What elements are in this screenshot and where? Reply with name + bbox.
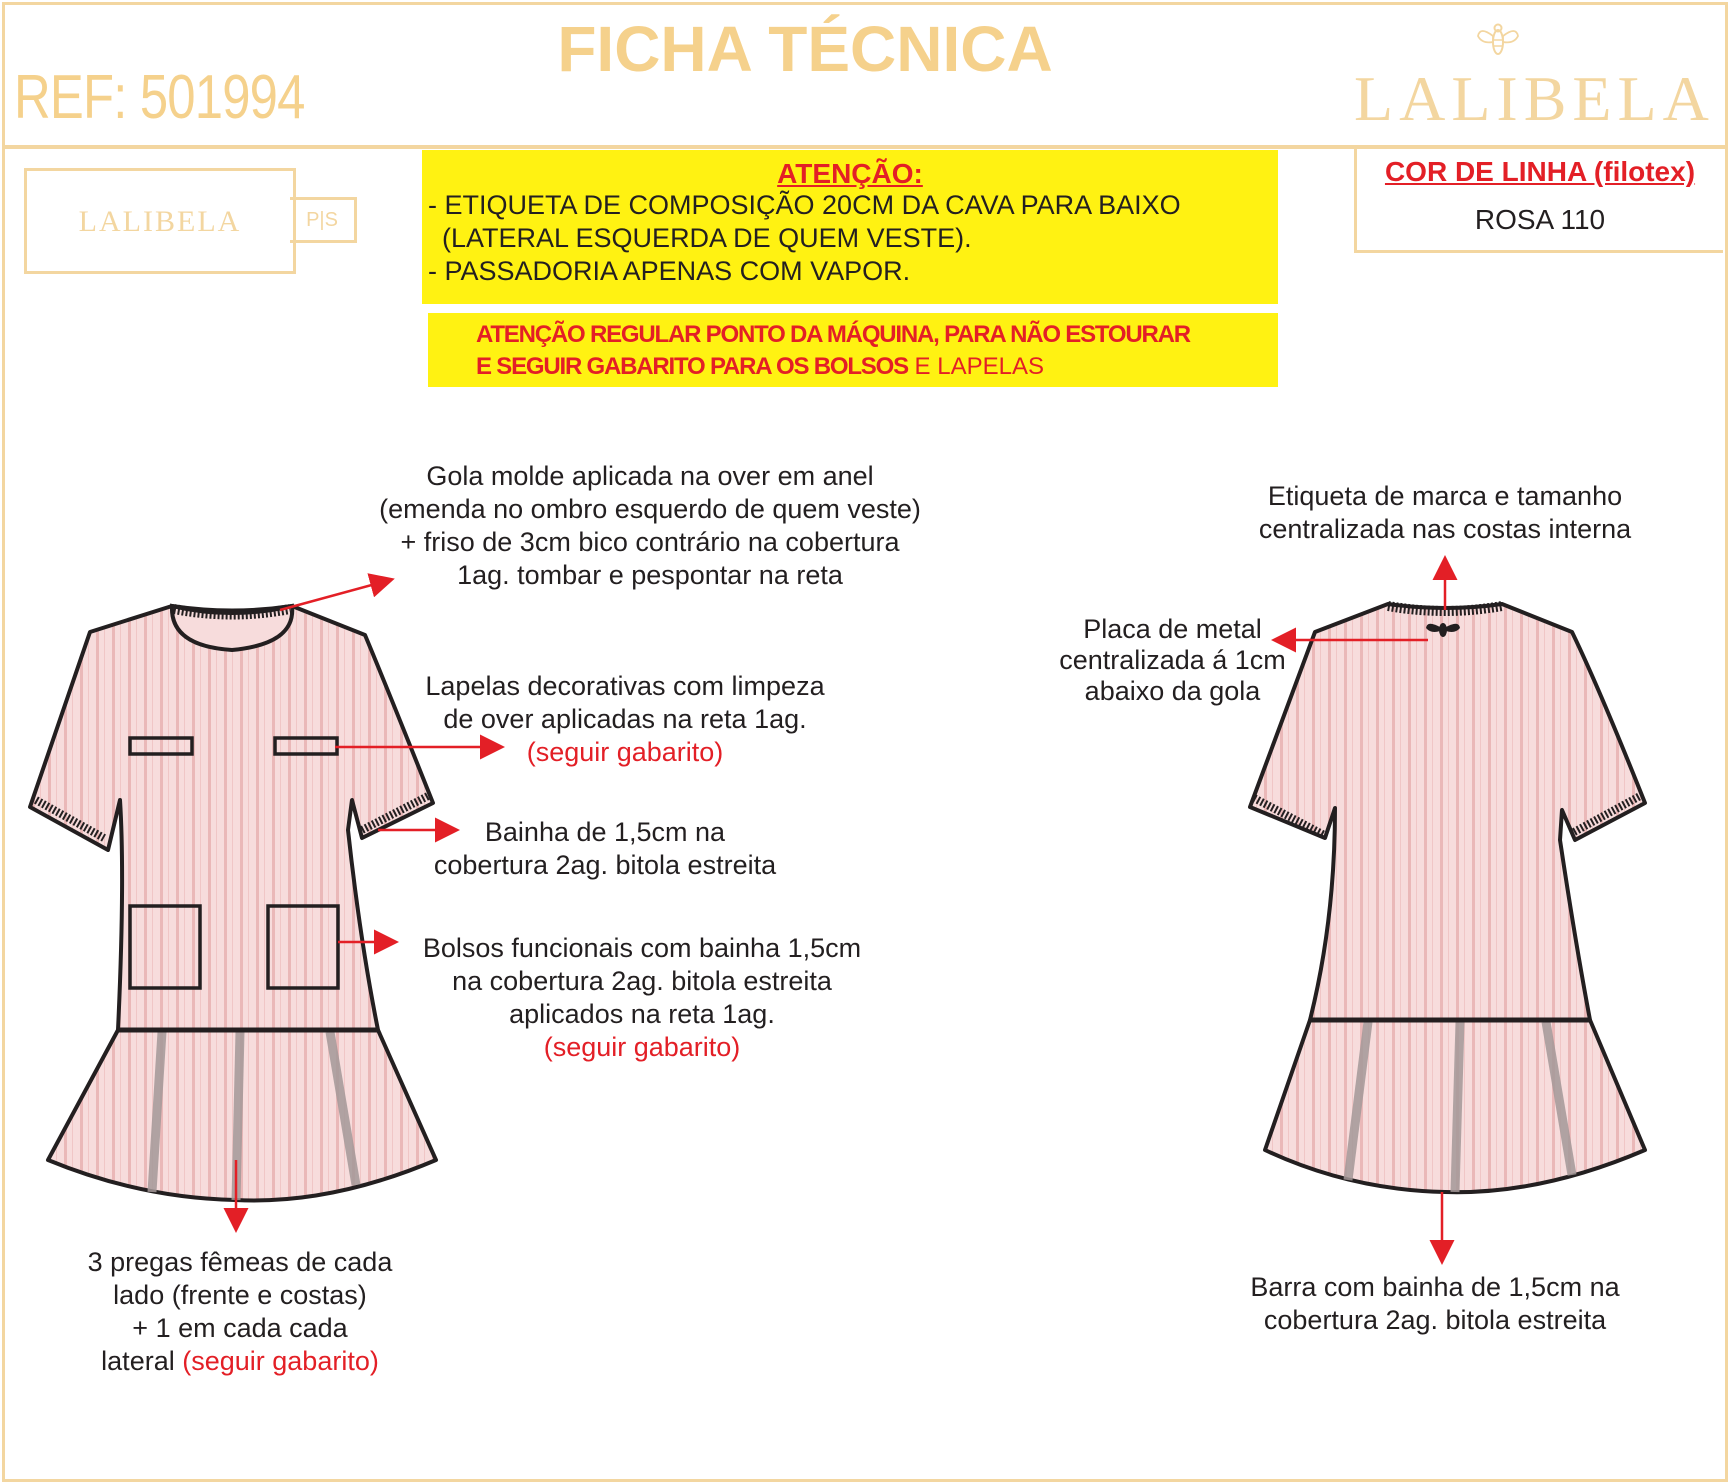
note-red-text: (seguir gabarito) [526, 737, 724, 767]
front-garment [30, 606, 436, 1201]
note-line: Placa de metal [1083, 614, 1262, 644]
note-hem-back [1210, 1271, 1660, 1337]
back-pleat-line [1455, 1022, 1460, 1192]
label-brand-text: LALIBELA [78, 205, 242, 238]
attention-line: - ETIQUETA DE COMPOSIÇÃO 20CM DA CAVA PARA BAIXO [428, 190, 1181, 220]
note-pockets [392, 932, 892, 1064]
attention-line: - PASSADORIA APENAS COM VAPOR. [428, 256, 911, 286]
note-line: de over aplicadas na reta 1ag. [443, 704, 807, 734]
attention-title: ATENÇÃO: [777, 158, 923, 189]
note-line: centralizada á 1cm [1059, 645, 1286, 675]
front-bodice [30, 606, 433, 1030]
note-line [60, 1345, 420, 1378]
note-text: lateral [101, 1346, 175, 1376]
machine-warning-line: ATENÇÃO REGULAR PONTO DA MÁQUINA, PARA NÃO ESTOURAR [476, 321, 1190, 348]
note-line: Bainha de 1,5cm na [484, 817, 726, 847]
page-title: FICHA TÉCNICA [557, 13, 1053, 85]
note-line: Bolsos funcionais com bainha 1,5cm [422, 933, 862, 963]
note-pleats [60, 1246, 420, 1378]
note-line: (emenda no ombro esquerdo de quem veste) [379, 494, 921, 524]
note-line: 3 pregas fêmeas de cada [87, 1247, 393, 1277]
note-line: aplicados na reta 1ag. [509, 999, 775, 1029]
note-line: lado (frente e costas) [113, 1280, 367, 1310]
thread-color-value: ROSA 110 [1474, 204, 1606, 235]
note-line: + friso de 3cm bico contrário na cobertura [400, 527, 900, 557]
note-line: Lapelas decorativas com limpeza [425, 671, 825, 701]
thread-color-title: COR DE LINHA (filotex) [1384, 156, 1696, 187]
machine-warning-extra: E LAPELAS [907, 353, 1044, 380]
note-line: 1ag. tombar e pespontar na reta [457, 560, 843, 590]
brand-logo: LALIBELA [1354, 63, 1715, 134]
attention-line: (LATERAL ESQUERDA DE QUEM VESTE). [442, 223, 972, 253]
note-line: cobertura 2ag. bitola estreita [433, 850, 777, 880]
note-line: na cobertura 2ag. bitola estreita [452, 966, 832, 996]
size-tag: P|S [290, 197, 357, 243]
back-garment [1250, 604, 1645, 1192]
machine-warning-text: E SEGUIR GABARITO PARA OS BOLSOS [476, 353, 908, 380]
note-line: Barra com bainha de 1,5cm na [1250, 1272, 1620, 1302]
note-sleeve-hem [400, 816, 810, 882]
note-line: abaixo da gola [1084, 676, 1261, 706]
note-line: centralizada nas costas interna [1258, 514, 1632, 544]
note-line: cobertura 2ag. bitola estreita [1263, 1305, 1607, 1335]
note-line: Gola molde aplicada na over em anel [426, 461, 874, 491]
note-red-text: (seguir gabarito) [182, 1346, 379, 1376]
note-red-text: (seguir gabarito) [543, 1032, 741, 1062]
note-line: Etiqueta de marca e tamanho [1267, 481, 1623, 511]
note-metal-plate [1040, 614, 1305, 707]
note-collar [340, 460, 960, 592]
note-lapels [380, 670, 870, 769]
note-line: + 1 em cada cada [132, 1313, 348, 1343]
back-bodice [1250, 604, 1645, 1020]
note-brand-label [1225, 480, 1665, 546]
reference-code: REF: 501994 [14, 63, 305, 132]
